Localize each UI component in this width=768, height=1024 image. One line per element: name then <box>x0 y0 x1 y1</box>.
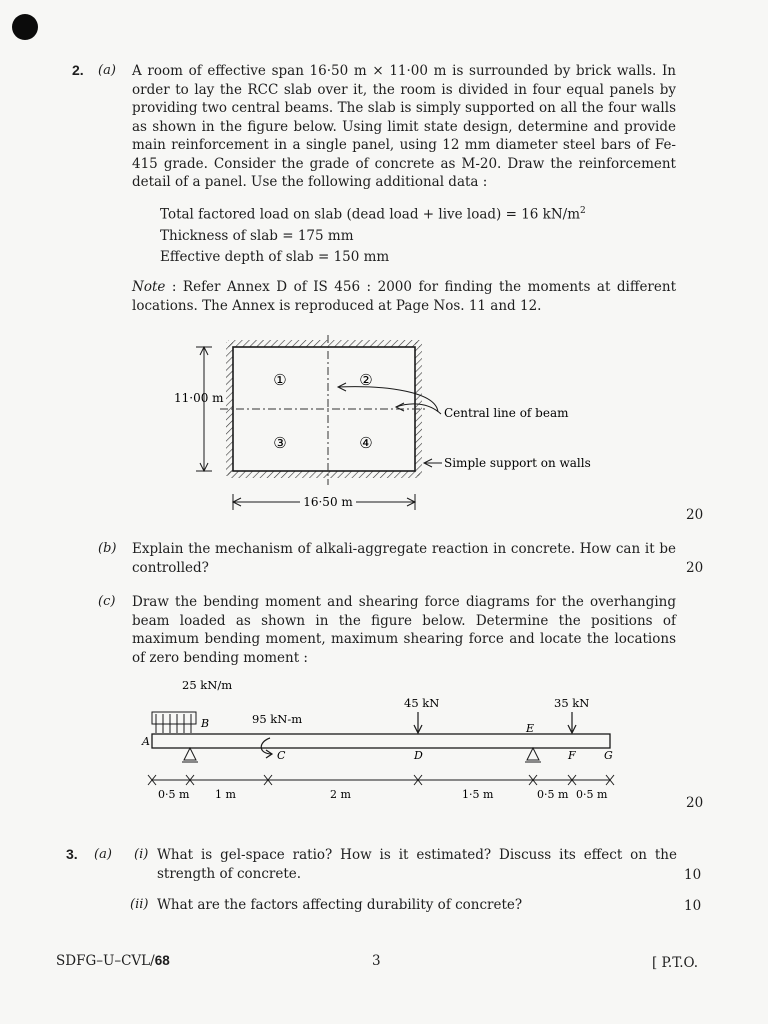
beam-body <box>152 734 610 748</box>
paper-code-number: 68 <box>154 953 170 968</box>
marks-2b: 20 <box>686 560 704 576</box>
panel-2: ② <box>359 371 373 389</box>
note-paragraph <box>132 278 676 315</box>
note-label: Note <box>132 279 166 295</box>
moment-curve <box>261 738 272 754</box>
span-label-4: 1·5 m <box>462 788 494 801</box>
beam-label: Central line of beam <box>444 406 569 420</box>
part-label-2c: (c) <box>98 594 116 609</box>
span-label-5: 0·5 m <box>537 788 569 801</box>
question-2a-text: A room of effective span 16·50 m × 11·00 m is surrounded by brick walls. In order to lay the RCC slab over it, the room is divided in four equal panels by providing two central beams. The slab is simply supported on all the four walls as shown in the figure below. Using limit state design, determine and provide main reinforcement in a single panel, using 12 mm diameter steel bars of Fe-415 grade. Consider the grade of concrete as M-20. Draw the reinforcement detail of a panel. Use the following additional data : <box>132 63 676 190</box>
point-b: B <box>201 717 210 730</box>
marks-2a: 20 <box>686 507 704 523</box>
part-label-2b: (b) <box>98 541 117 556</box>
punch-hole <box>12 14 38 40</box>
marks-3a-i: 10 <box>684 867 702 883</box>
point-d: D <box>414 749 423 762</box>
load-d-label: 45 kN <box>404 696 440 710</box>
width-label: 16·50 m <box>303 495 353 509</box>
panel-3: ③ <box>273 434 287 452</box>
point-f: F <box>568 749 576 762</box>
span-label-6: 0·5 m <box>576 788 608 801</box>
overhanging-beam-figure <box>140 672 630 807</box>
question-2c-text: Draw the bending moment and shearing force diagrams for the overhanging beam loaded as shown in the figure below. Determine the positions of maximum bending moment, maximum shearing force and locate the locations of zero bending moment : <box>132 594 676 666</box>
span-label-2: 1 m <box>215 788 236 801</box>
part-label-2a: (a) <box>98 63 116 78</box>
moment-label: 95 kN-m <box>252 712 303 726</box>
support-label: Simple support on walls <box>444 456 591 470</box>
note-text: : Refer Annex D of IS 456 : 2000 for finding the moments at different locations. The Annex is reproduced at Page Nos. 11 and 12. <box>132 279 676 314</box>
page-number: 3 <box>372 953 381 969</box>
udl-label: 25 kN/m <box>182 678 233 692</box>
span-label-1: 0·5 m <box>158 788 190 801</box>
subpart-label-3a-i: (i) <box>134 847 149 862</box>
question-number-2: 2. <box>72 62 84 78</box>
superscript-2: 2 <box>580 206 586 216</box>
marks-3a-ii: 10 <box>684 898 702 914</box>
data-line-load: Total factored load on slab (dead load + live load) = 16 $kN/m^2$ <box>160 206 586 223</box>
point-c: C <box>277 749 286 762</box>
support-b <box>184 748 196 760</box>
paper-code-prefix: SDFG–U–CVL/ <box>56 953 155 969</box>
question-2b-text: Explain the mechanism of alkali-aggregate reaction in concrete. How can it be controlled? <box>132 541 676 576</box>
panel-4: ④ <box>359 434 373 452</box>
point-g: G <box>604 749 613 762</box>
wall-hatch-bottom <box>228 471 420 478</box>
data-line-thickness: Thickness of slab = 175 mm <box>160 227 354 244</box>
height-label: 11·00 m <box>174 391 224 405</box>
point-e: E <box>526 722 535 735</box>
load-f-label: 35 kN <box>554 696 590 710</box>
additional-data-block <box>160 201 586 268</box>
question-3a-i-text: What is gel-space ratio? How is it estimated? Discuss its effect on the strength of concrete. <box>157 847 677 882</box>
pto-marker: [ P.T.O. <box>652 955 699 971</box>
paper-code <box>56 953 170 969</box>
part-label-3a: (a) <box>94 847 112 862</box>
point-a: A <box>142 735 150 748</box>
question-3a-ii-text: What are the factors affecting durability of concrete? <box>157 897 523 913</box>
marks-2c: 20 <box>686 795 704 811</box>
wall-hatch-top <box>228 340 420 347</box>
slab-panel-figure <box>160 330 610 515</box>
question-number-3: 3. <box>66 846 78 862</box>
data-line-depth: Effective depth of slab = 150 mm <box>160 248 390 265</box>
panel-1: ① <box>273 371 287 389</box>
subpart-label-3a-ii: (ii) <box>130 897 149 912</box>
span-label-3: 2 m <box>330 788 351 801</box>
udl-block <box>152 712 196 724</box>
support-e <box>527 748 539 760</box>
